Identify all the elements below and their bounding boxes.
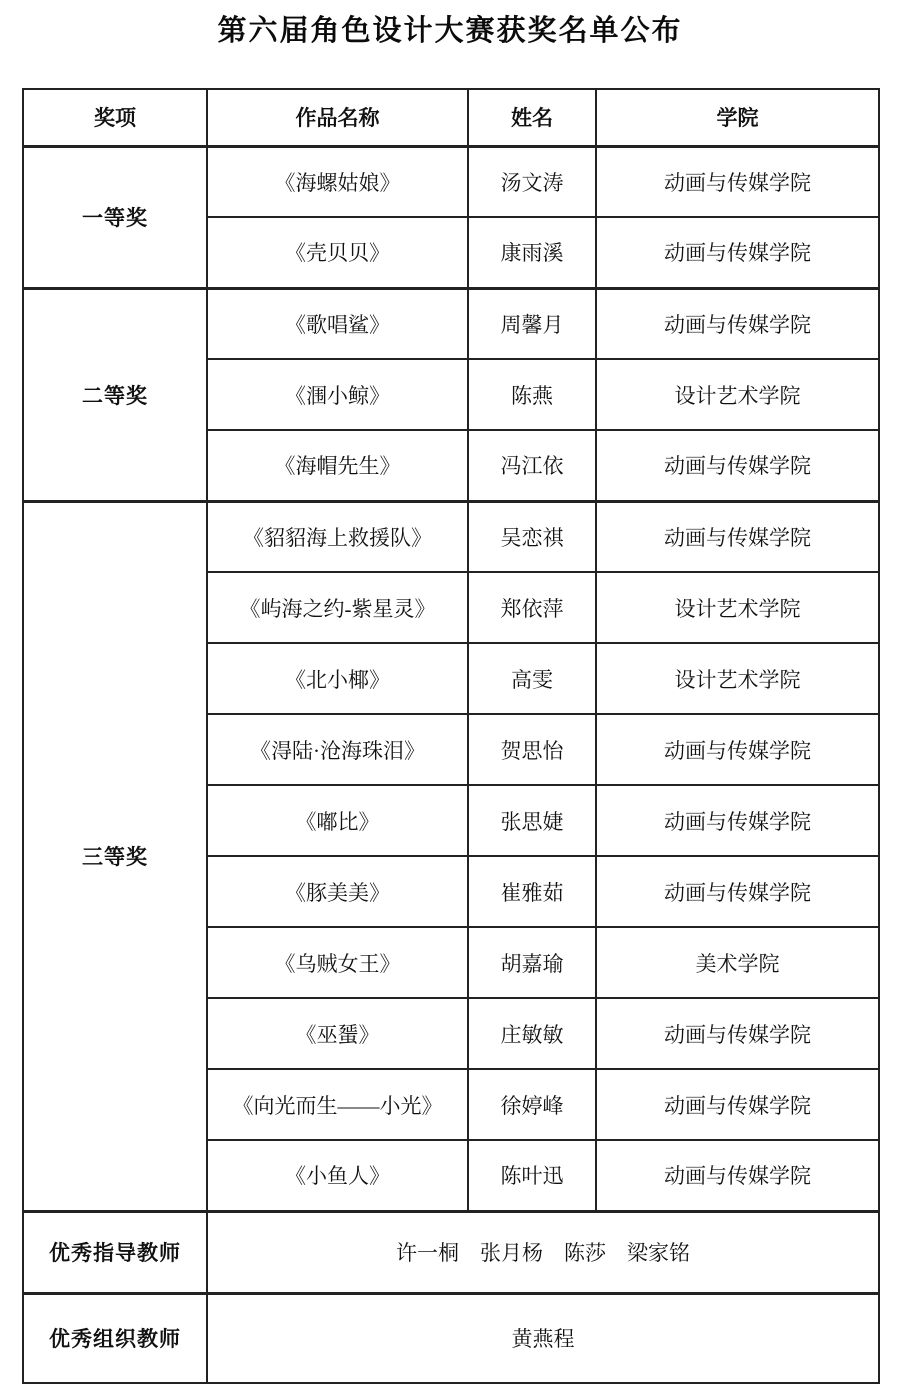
college-cell: 动画与传媒学院 <box>596 217 879 288</box>
awards-table <box>22 88 880 1384</box>
teacher-names-cell: 许一桐 张月杨 陈莎 梁家铭 <box>207 1211 879 1293</box>
work-title-cell: 《壳贝贝》 <box>207 217 468 288</box>
awards-table-body <box>23 146 879 1383</box>
winner-name-cell: 张思婕 <box>468 785 596 856</box>
college-cell: 设计艺术学院 <box>596 643 879 714</box>
teacher-label-cell: 优秀组织教师 <box>23 1293 207 1383</box>
column-header-work: 作品名称 <box>207 89 468 146</box>
work-title-cell: 《海帽先生》 <box>207 430 468 501</box>
table-header-row <box>23 89 879 146</box>
college-cell: 动画与传媒学院 <box>596 430 879 501</box>
column-header-college: 学院 <box>596 89 879 146</box>
table-row <box>23 288 879 359</box>
work-title-cell: 《歌唱鲨》 <box>207 288 468 359</box>
college-cell: 动画与传媒学院 <box>596 998 879 1069</box>
work-title-cell: 《嘟比》 <box>207 785 468 856</box>
college-cell: 动画与传媒学院 <box>596 146 879 217</box>
winner-name-cell: 汤文涛 <box>468 146 596 217</box>
college-cell: 动画与传媒学院 <box>596 288 879 359</box>
page-title: 第六届角色设计大赛获奖名单公布 <box>217 15 683 47</box>
winner-name-cell: 庄敏敏 <box>468 998 596 1069</box>
winner-name-cell: 郑依萍 <box>468 572 596 643</box>
column-header-name: 姓名 <box>468 89 596 146</box>
college-cell: 设计艺术学院 <box>596 359 879 430</box>
teacher-label-cell: 优秀指导教师 <box>23 1211 207 1293</box>
winner-name-cell: 徐婷峰 <box>468 1069 596 1140</box>
table-row <box>23 146 879 217</box>
winner-name-cell: 高雯 <box>468 643 596 714</box>
award-group-cell: 二等奖 <box>23 288 207 501</box>
table-row <box>23 501 879 572</box>
work-title-cell: 《北小椰》 <box>207 643 468 714</box>
winner-name-cell: 陈叶迅 <box>468 1140 596 1211</box>
work-title-cell: 《屿海之约-紫星灵》 <box>207 572 468 643</box>
work-title-cell: 《巫蜑》 <box>207 998 468 1069</box>
college-cell: 动画与传媒学院 <box>596 1069 879 1140</box>
winner-name-cell: 崔雅茹 <box>468 856 596 927</box>
college-cell: 动画与传媒学院 <box>596 785 879 856</box>
work-title-cell: 《向光而生——小光》 <box>207 1069 468 1140</box>
college-cell: 动画与传媒学院 <box>596 714 879 785</box>
table-row <box>23 1293 879 1383</box>
winner-name-cell: 吴恋祺 <box>468 501 596 572</box>
work-title-cell: 《貂貂海上救援队》 <box>207 501 468 572</box>
college-cell: 动画与传媒学院 <box>596 501 879 572</box>
column-header-award: 奖项 <box>23 89 207 146</box>
winner-name-cell: 冯江依 <box>468 430 596 501</box>
college-cell: 设计艺术学院 <box>596 572 879 643</box>
work-title-cell: 《小鱼人》 <box>207 1140 468 1211</box>
winner-name-cell: 康雨溪 <box>468 217 596 288</box>
work-title-cell: 《豚美美》 <box>207 856 468 927</box>
college-cell: 美术学院 <box>596 927 879 998</box>
work-title-cell: 《海螺姑娘》 <box>207 146 468 217</box>
college-cell: 动画与传媒学院 <box>596 856 879 927</box>
teacher-names-cell: 黄燕程 <box>207 1293 879 1383</box>
work-title-cell: 《涠小鲸》 <box>207 359 468 430</box>
winner-name-cell: 周馨月 <box>468 288 596 359</box>
winner-name-cell: 胡嘉瑜 <box>468 927 596 998</box>
winner-name-cell: 贺思怡 <box>468 714 596 785</box>
award-group-cell: 三等奖 <box>23 501 207 1211</box>
work-title-cell: 《淂陆·沧海珠泪》 <box>207 714 468 785</box>
table-row <box>23 1211 879 1293</box>
winner-name-cell: 陈燕 <box>468 359 596 430</box>
college-cell: 动画与传媒学院 <box>596 1140 879 1211</box>
award-group-cell: 一等奖 <box>23 146 207 288</box>
work-title-cell: 《乌贼女王》 <box>207 927 468 998</box>
